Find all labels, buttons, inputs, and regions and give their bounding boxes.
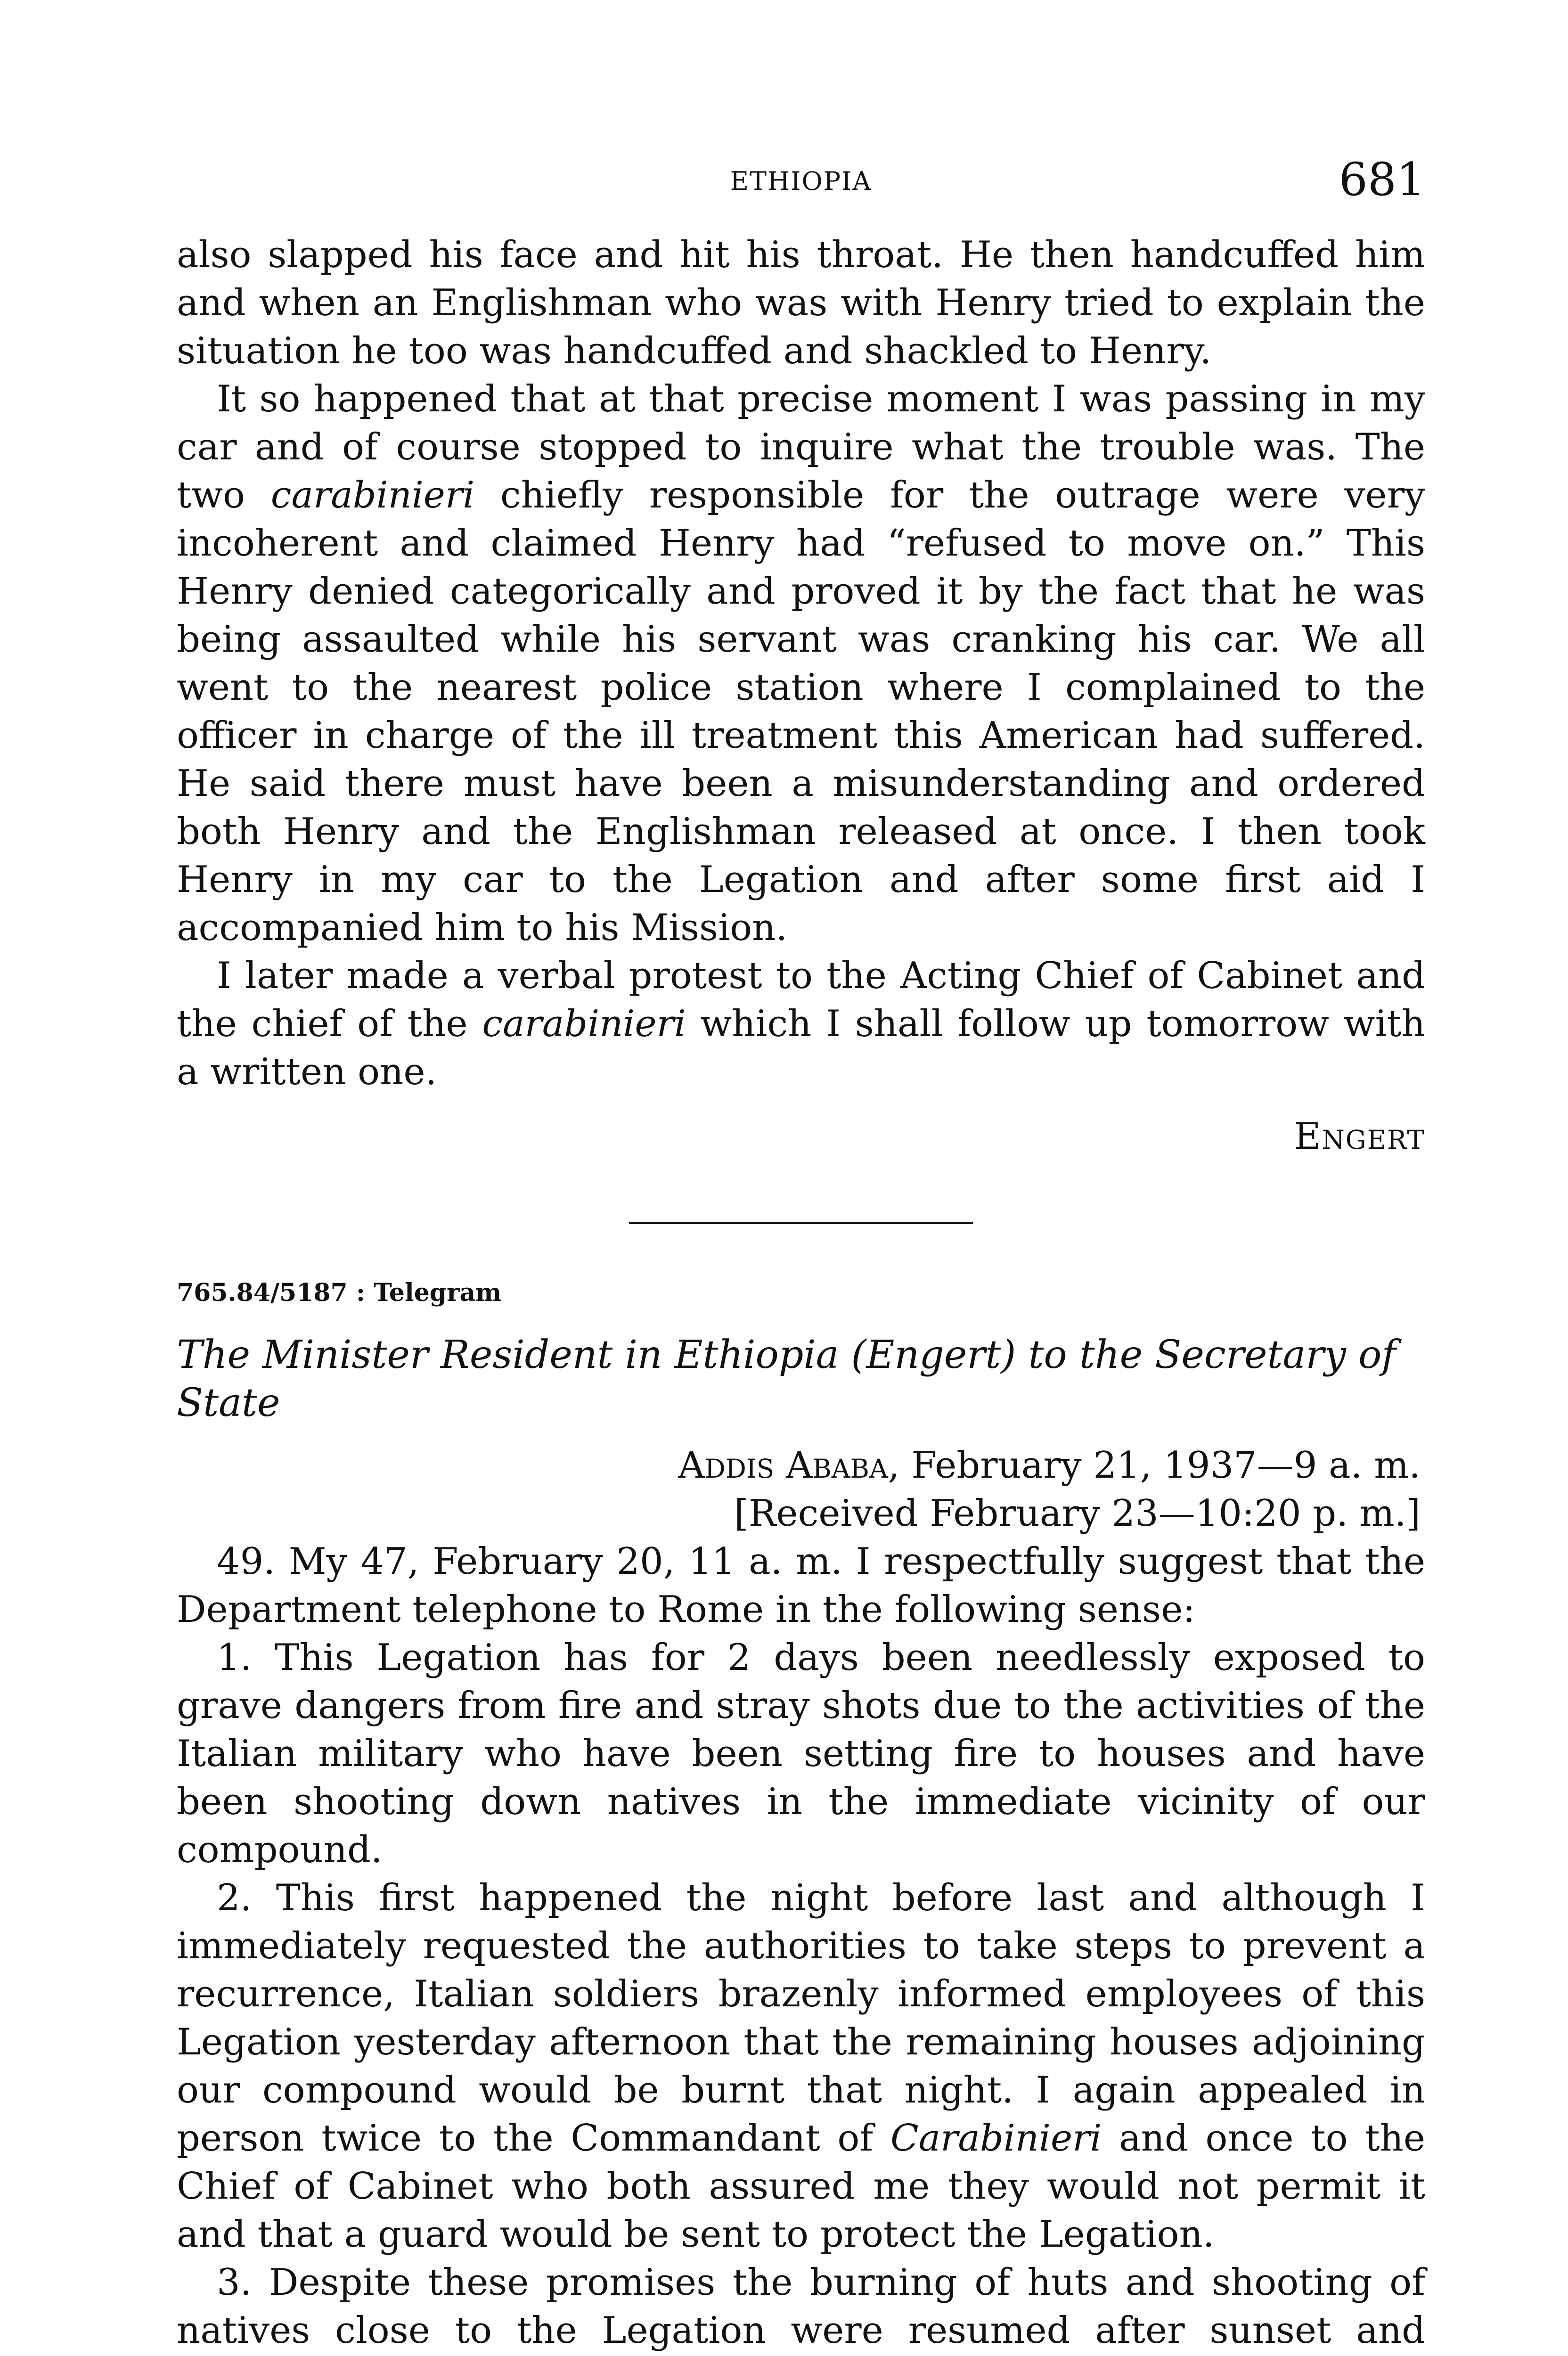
italic-term: carabinieri xyxy=(270,474,475,516)
page-header xyxy=(177,153,1425,205)
paragraph: also slapped his face and hit his throat. He then handcuffed him and when an Englishman who was with Henry tried to explain the situation he too was handcuffed and shackled to Henry. xyxy=(177,234,1425,372)
section-divider xyxy=(629,1222,973,1224)
dateline xyxy=(177,1441,1425,1489)
italic-term: carabinieri xyxy=(482,1003,686,1045)
dateline-place: Addis Ababa, xyxy=(678,1444,900,1487)
body-text xyxy=(177,231,1425,2356)
paragraph: It so happened that at that precise moment I was passing in my car and of course stopped to inquire what the trouble was. The two carabinieri chiefly responsible for the outrage were very incoherent and claimed Henry had “refused to move on.” This Henry denied categorically and proved it by the fact that he was being assaulted while his servant was cranking his car. We all went to the nearest police station where I complained to the officer in charge of the ill treatment this American had suffered. He said there must have been a misunderstanding and ordered both Henry and the Englishman released at once. I then took Henry in my car to the Legation and after some first aid I accompanied him to his Mission. xyxy=(177,378,1425,949)
paragraph: 49. My 47, February 20, 11 a. m. I respectfully suggest that the Department telephone to Rome in the following sense: xyxy=(177,1540,1425,1631)
received-line: [Received February 23—10:20 p. m.] xyxy=(734,1492,1421,1535)
paragraph: I later made a verbal protest to the Acting Chief of Cabinet and the chief of the carabinieri which I shall follow up tomorrow with a written one. xyxy=(177,955,1425,1093)
italic-term: Carabinieri xyxy=(890,2117,1102,2160)
running-head: ETHIOPIA xyxy=(730,166,872,196)
paragraph: 2. This first happened the night before last and although I immediately requested the authorities to take steps to prevent a recurrence, Italian soldiers brazenly informed employees of this Legation yesterday afternoon that the remaining houses adjoining our compound would be burnt that night. I again appealed in person twice to the Commandant of Carabinieri and once to the Chief of Cabinet who both assured me they would not permit it and that a guard would be sent to protect the Legation. xyxy=(177,1877,1425,2256)
file-reference: 765.84/5187 : Telegram xyxy=(177,1278,502,1307)
document-title: The Minister Resident in Ethiopia (Engert) to the Secretary of State xyxy=(177,1333,1396,1425)
document-page xyxy=(177,0,1425,2356)
paragraph: 3. Despite these promises the burning of huts and shooting of natives close to the Legation were resumed after sunset and xyxy=(177,2261,1425,2352)
page-number: 681 xyxy=(1339,153,1425,206)
signature: Engert xyxy=(1294,1115,1425,1158)
dateline-date: February 21, 1937—9 a. m. xyxy=(899,1444,1421,1487)
paragraph: 1. This Legation has for 2 days been needlessly exposed to grave dangers from fire and stray shots due to the activities of the Italian military who have been setting fire to houses and have been shooting down natives in the immediate vicinity of our compound. xyxy=(177,1636,1425,1871)
